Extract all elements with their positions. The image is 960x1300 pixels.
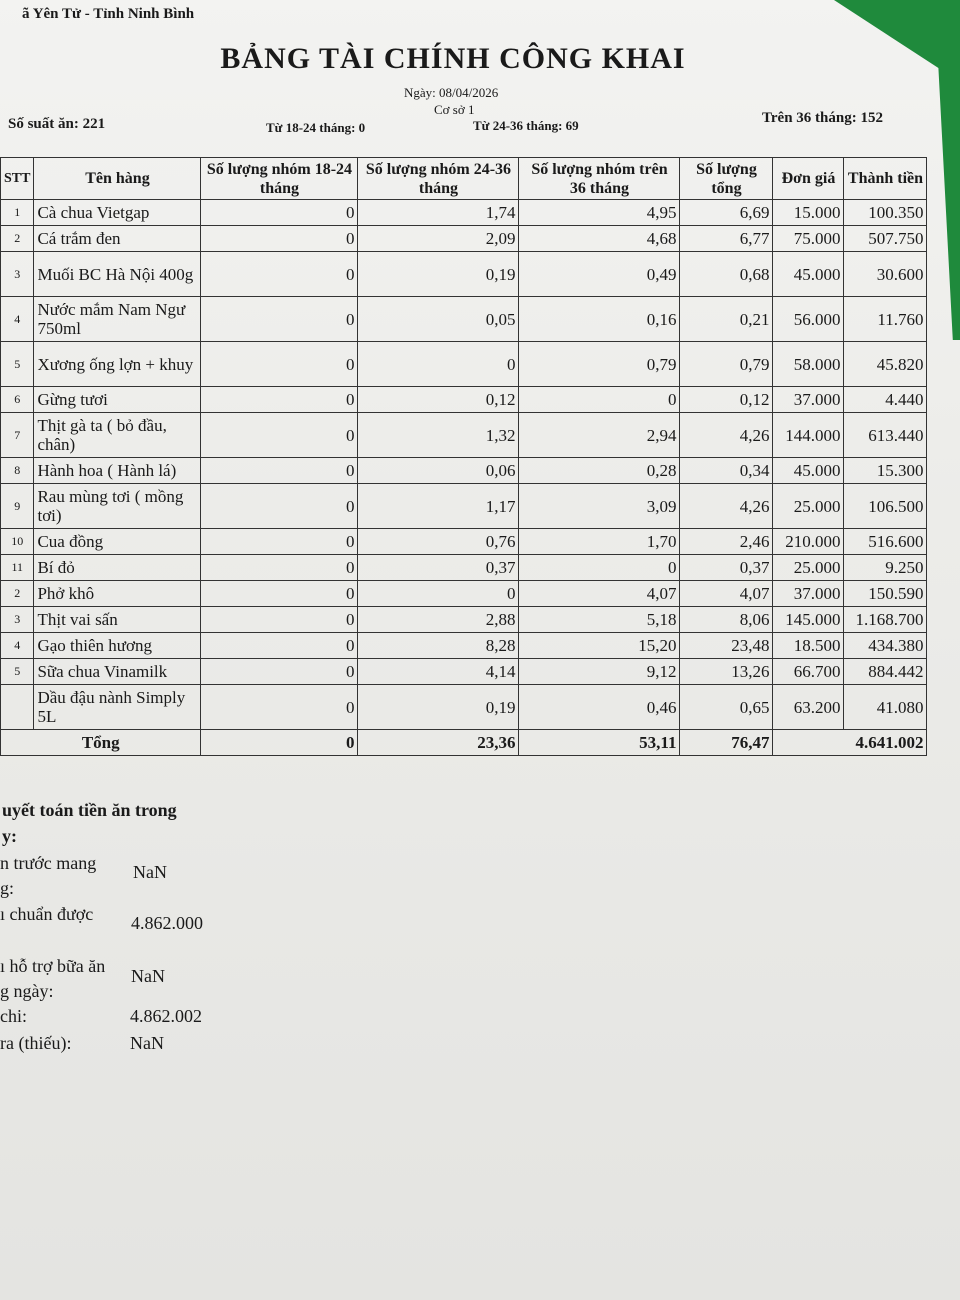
qty-total: 2,46 bbox=[680, 529, 773, 555]
unit-price: 145.000 bbox=[773, 607, 844, 633]
unit-price: 45.000 bbox=[773, 458, 844, 484]
qty-group3: 9,12 bbox=[519, 659, 680, 685]
column-header-amount: Thành tiền bbox=[844, 158, 927, 200]
row-number: 10 bbox=[1, 529, 34, 555]
row-number: 11 bbox=[1, 555, 34, 581]
qty-group2: 4,14 bbox=[358, 659, 519, 685]
column-header-total: Số lượng tổng bbox=[680, 158, 773, 200]
item-name: Dầu đậu nành Simply 5L bbox=[34, 685, 201, 730]
amount: 434.380 bbox=[844, 633, 927, 659]
column-header-price: Đơn giá bbox=[773, 158, 844, 200]
unit-price: 58.000 bbox=[773, 342, 844, 387]
facility-text: Cơ sở 1 bbox=[434, 102, 475, 117]
page-title: BẢNG TÀI CHÍNH CÔNG KHAI bbox=[220, 42, 686, 75]
summary-value: 4.862.002 bbox=[130, 1006, 202, 1026]
qty-group1: 0 bbox=[201, 342, 358, 387]
summary-value: NaN bbox=[133, 862, 167, 882]
item-name: Thịt vai sấn bbox=[34, 607, 201, 633]
qty-group3: 1,70 bbox=[519, 529, 680, 555]
qty-group2: 2,88 bbox=[358, 607, 519, 633]
qty-group2: 1,74 bbox=[358, 200, 519, 226]
row-number bbox=[1, 685, 34, 730]
item-name: Cà chua Vietgap bbox=[34, 200, 201, 226]
qty-group2: 0,76 bbox=[358, 529, 519, 555]
qty-group1: 0 bbox=[201, 659, 358, 685]
qty-total: 6,69 bbox=[680, 200, 773, 226]
item-name: Xương ống lợn + khuy bbox=[34, 342, 201, 387]
unit-price: 25.000 bbox=[773, 555, 844, 581]
unit-price: 56.000 bbox=[773, 297, 844, 342]
amount: 507.750 bbox=[844, 226, 927, 252]
item-name: Cua đồng bbox=[34, 529, 201, 555]
unit-price: 144.000 bbox=[773, 413, 844, 458]
qty-total: 23,48 bbox=[680, 633, 773, 659]
item-name: Phở khô bbox=[34, 581, 201, 607]
item-name: Thịt gà ta ( bỏ đầu, chân) bbox=[34, 413, 201, 458]
summary-label: n trước mang bbox=[0, 853, 97, 873]
qty-group2: 0 bbox=[358, 581, 519, 607]
qty-group2: 1,32 bbox=[358, 413, 519, 458]
summary-label: chi: bbox=[0, 1006, 27, 1026]
qty-group3: 4,95 bbox=[519, 200, 680, 226]
qty-group3: 5,18 bbox=[519, 607, 680, 633]
finance-table bbox=[0, 157, 927, 756]
qty-group3: 2,94 bbox=[519, 413, 680, 458]
table-row bbox=[1, 200, 927, 226]
qty-total: 13,26 bbox=[680, 659, 773, 685]
qty-group2: 0,19 bbox=[358, 685, 519, 730]
summary-label: ı chuẩn được bbox=[0, 904, 94, 924]
unit-price: 75.000 bbox=[773, 226, 844, 252]
table-row bbox=[1, 252, 927, 297]
amount: 150.590 bbox=[844, 581, 927, 607]
qty-group3: 0,46 bbox=[519, 685, 680, 730]
table-header-row bbox=[1, 158, 927, 200]
qty-group1: 0 bbox=[201, 413, 358, 458]
qty-total: 0,68 bbox=[680, 252, 773, 297]
item-name: Cá trắm đen bbox=[34, 226, 201, 252]
qty-group1: 0 bbox=[201, 685, 358, 730]
amount: 516.600 bbox=[844, 529, 927, 555]
row-number: 4 bbox=[1, 633, 34, 659]
row-number: 6 bbox=[1, 387, 34, 413]
qty-total: 6,77 bbox=[680, 226, 773, 252]
table-row bbox=[1, 555, 927, 581]
amount: 30.600 bbox=[844, 252, 927, 297]
qty-group3: 0 bbox=[519, 555, 680, 581]
item-name: Gừng tươi bbox=[34, 387, 201, 413]
table-row bbox=[1, 484, 927, 529]
table-row bbox=[1, 659, 927, 685]
summary-value: NaN bbox=[131, 966, 165, 986]
column-header-name: Tên hàng bbox=[34, 158, 201, 200]
row-number: 5 bbox=[1, 342, 34, 387]
table-row bbox=[1, 581, 927, 607]
row-number: 9 bbox=[1, 484, 34, 529]
qty-group1: 0 bbox=[201, 297, 358, 342]
qty-group2: 0,19 bbox=[358, 252, 519, 297]
item-name: Nước mắm Nam Ngư 750ml bbox=[34, 297, 201, 342]
item-name: Sữa chua Vinamilk bbox=[34, 659, 201, 685]
qty-group3: 0,28 bbox=[519, 458, 680, 484]
unit-price: 25.000 bbox=[773, 484, 844, 529]
column-header-group3: Số lượng nhóm trên 36 tháng bbox=[519, 158, 680, 200]
column-header-group2: Số lượng nhóm 24-36 tháng bbox=[358, 158, 519, 200]
total-group1: 0 bbox=[201, 730, 358, 756]
unit-price: 66.700 bbox=[773, 659, 844, 685]
total-group2: 23,36 bbox=[358, 730, 519, 756]
qty-total: 4,26 bbox=[680, 413, 773, 458]
amount: 11.760 bbox=[844, 297, 927, 342]
table-row bbox=[1, 413, 927, 458]
table-row bbox=[1, 342, 927, 387]
amount: 41.080 bbox=[844, 685, 927, 730]
group-24-36-count: Từ 24-36 tháng: 69 bbox=[473, 118, 579, 133]
qty-group2: 2,09 bbox=[358, 226, 519, 252]
qty-total: 0,79 bbox=[680, 342, 773, 387]
qty-group1: 0 bbox=[201, 200, 358, 226]
qty-group2: 0,06 bbox=[358, 458, 519, 484]
column-header-stt: STT bbox=[1, 158, 34, 200]
amount: 1.168.700 bbox=[844, 607, 927, 633]
meal-count: Số suất ăn: 221 bbox=[8, 116, 106, 132]
qty-group1: 0 bbox=[201, 252, 358, 297]
group-over-36-count: Trên 36 tháng: 152 bbox=[762, 110, 883, 126]
qty-total: 8,06 bbox=[680, 607, 773, 633]
summary-label: g ngày: bbox=[0, 981, 54, 1001]
row-number: 2 bbox=[1, 226, 34, 252]
qty-group1: 0 bbox=[201, 387, 358, 413]
qty-group1: 0 bbox=[201, 458, 358, 484]
totals-row bbox=[1, 730, 927, 756]
row-number: 3 bbox=[1, 252, 34, 297]
row-number: 2 bbox=[1, 581, 34, 607]
item-name: Bí đỏ bbox=[34, 555, 201, 581]
group-18-24-count: Từ 18-24 tháng: 0 bbox=[266, 120, 366, 135]
table-row bbox=[1, 685, 927, 730]
row-number: 3 bbox=[1, 607, 34, 633]
amount: 9.250 bbox=[844, 555, 927, 581]
table-row bbox=[1, 458, 927, 484]
qty-total: 0,34 bbox=[680, 458, 773, 484]
amount: 45.820 bbox=[844, 342, 927, 387]
qty-group3: 0,16 bbox=[519, 297, 680, 342]
summary-heading: uyết toán tiền ăn trong bbox=[2, 800, 177, 820]
qty-group2: 0,05 bbox=[358, 297, 519, 342]
summary-value: 4.862.000 bbox=[131, 913, 203, 933]
qty-group3: 0,49 bbox=[519, 252, 680, 297]
unit-price: 18.500 bbox=[773, 633, 844, 659]
table-row bbox=[1, 226, 927, 252]
row-number: 1 bbox=[1, 200, 34, 226]
item-name: Gạo thiên hương bbox=[34, 633, 201, 659]
summary-label: ı hỗ trợ bữa ăn bbox=[0, 956, 106, 976]
row-number: 5 bbox=[1, 659, 34, 685]
table-row bbox=[1, 607, 927, 633]
qty-total: 0,65 bbox=[680, 685, 773, 730]
qty-group1: 0 bbox=[201, 555, 358, 581]
qty-group2: 8,28 bbox=[358, 633, 519, 659]
table-row bbox=[1, 633, 927, 659]
qty-group1: 0 bbox=[201, 607, 358, 633]
unit-price: 45.000 bbox=[773, 252, 844, 297]
qty-group2: 0,37 bbox=[358, 555, 519, 581]
location-text: ã Yên Tử - Tỉnh Ninh Bình bbox=[22, 6, 195, 22]
amount: 613.440 bbox=[844, 413, 927, 458]
row-number: 4 bbox=[1, 297, 34, 342]
qty-total: 0,37 bbox=[680, 555, 773, 581]
qty-group1: 0 bbox=[201, 226, 358, 252]
table-row bbox=[1, 529, 927, 555]
qty-group1: 0 bbox=[201, 633, 358, 659]
row-number: 8 bbox=[1, 458, 34, 484]
unit-price: 37.000 bbox=[773, 581, 844, 607]
amount: 4.440 bbox=[844, 387, 927, 413]
row-number: 7 bbox=[1, 413, 34, 458]
qty-group3: 0,79 bbox=[519, 342, 680, 387]
item-name: Hành hoa ( Hành lá) bbox=[34, 458, 201, 484]
qty-group3: 3,09 bbox=[519, 484, 680, 529]
qty-group1: 0 bbox=[201, 529, 358, 555]
qty-group3: 0 bbox=[519, 387, 680, 413]
qty-group1: 0 bbox=[201, 484, 358, 529]
amount: 15.300 bbox=[844, 458, 927, 484]
item-name: Rau mùng tơi ( mồng tơi) bbox=[34, 484, 201, 529]
total-qty: 76,47 bbox=[680, 730, 773, 756]
total-group3: 53,11 bbox=[519, 730, 680, 756]
qty-group3: 4,07 bbox=[519, 581, 680, 607]
totals-label: Tổng bbox=[1, 730, 201, 756]
amount: 106.500 bbox=[844, 484, 927, 529]
total-amount: 4.641.002 bbox=[773, 730, 927, 756]
qty-group1: 0 bbox=[201, 581, 358, 607]
table-row bbox=[1, 297, 927, 342]
qty-total: 4,26 bbox=[680, 484, 773, 529]
unit-price: 15.000 bbox=[773, 200, 844, 226]
summary-value: NaN bbox=[130, 1033, 164, 1053]
item-name: Muối BC Hà Nội 400g bbox=[34, 252, 201, 297]
summary-label: ra (thiếu): bbox=[0, 1033, 72, 1053]
qty-total: 4,07 bbox=[680, 581, 773, 607]
qty-group2: 0,12 bbox=[358, 387, 519, 413]
qty-group3: 15,20 bbox=[519, 633, 680, 659]
summary-heading-cont: y: bbox=[2, 826, 17, 846]
unit-price: 210.000 bbox=[773, 529, 844, 555]
unit-price: 37.000 bbox=[773, 387, 844, 413]
qty-total: 0,21 bbox=[680, 297, 773, 342]
qty-group2: 1,17 bbox=[358, 484, 519, 529]
amount: 884.442 bbox=[844, 659, 927, 685]
qty-total: 0,12 bbox=[680, 387, 773, 413]
qty-group2: 0 bbox=[358, 342, 519, 387]
unit-price: 63.200 bbox=[773, 685, 844, 730]
table-row bbox=[1, 387, 927, 413]
qty-group3: 4,68 bbox=[519, 226, 680, 252]
column-header-group1: Số lượng nhóm 18-24 tháng bbox=[201, 158, 358, 200]
amount: 100.350 bbox=[844, 200, 927, 226]
summary-label: g: bbox=[0, 878, 15, 898]
date-text: Ngày: 08/04/2026 bbox=[404, 85, 499, 100]
